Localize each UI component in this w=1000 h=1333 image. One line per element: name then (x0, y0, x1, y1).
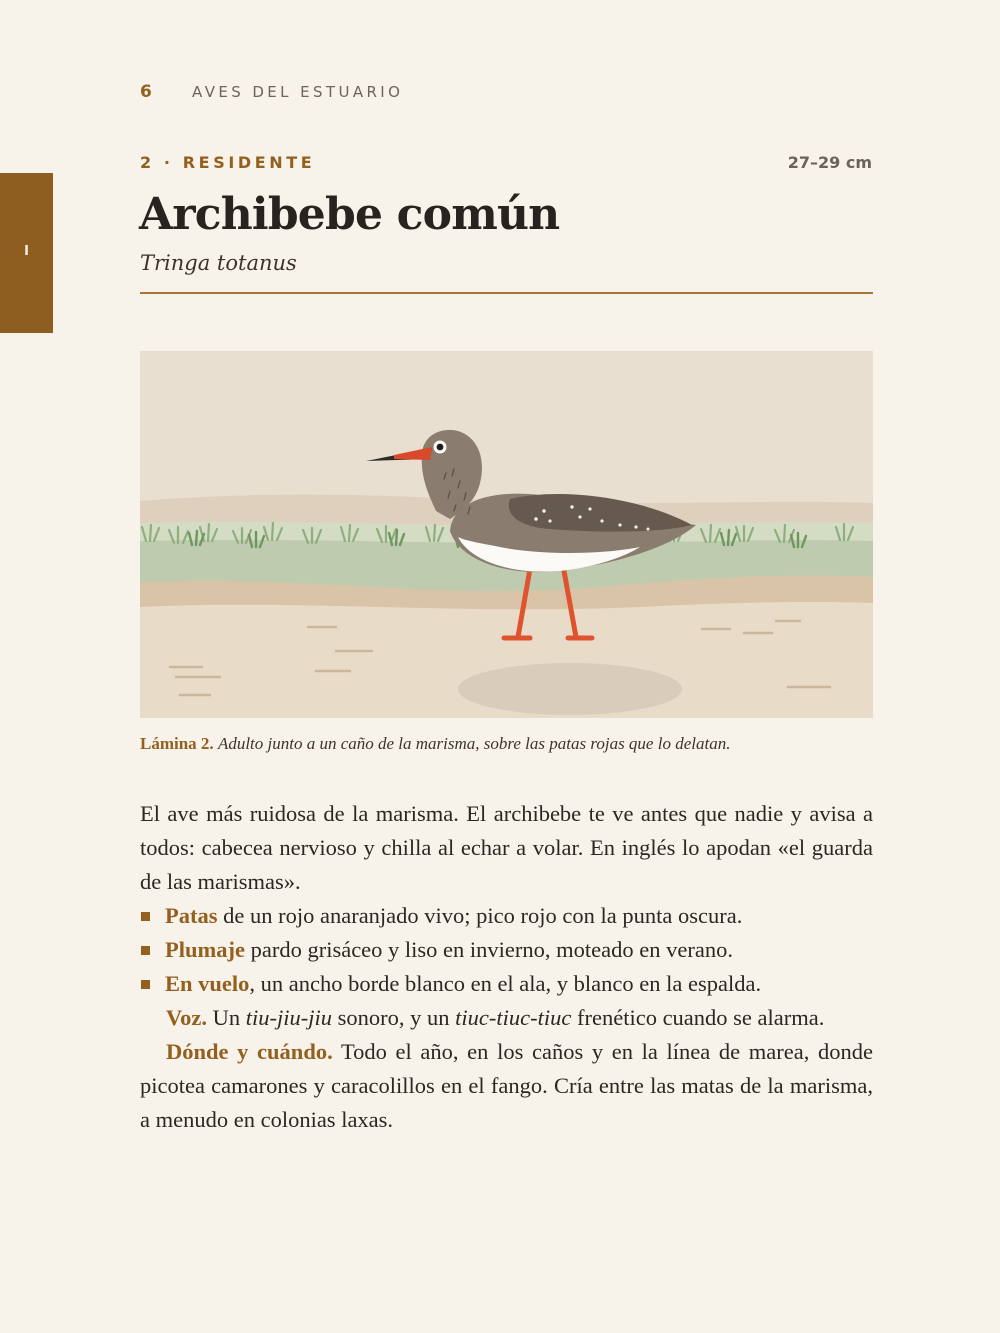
scientific-name: Tringa totanus (140, 251, 297, 275)
where-when-paragraph (140, 1035, 873, 1137)
bird-size: 27–29 cm (787, 153, 872, 172)
species-description (140, 797, 873, 1137)
where-when-text: Todo el año, en los caños y en la línea de marea, donde picotea camarones y caracolillos en el fango. Cría entre las matas de la marisma, a menudo en colonias laxas. (140, 1039, 873, 1132)
voice-call-2: tiuc-tiuc-tiuc (455, 1005, 572, 1030)
plate-caption (140, 734, 730, 754)
bird-eye (437, 444, 444, 451)
where-when-label: Dónde y cuándo. (166, 1039, 333, 1064)
list-item (140, 967, 873, 1001)
entry-kicker: 2 · RESIDENTE (140, 153, 316, 172)
voice-label: Voz. (166, 1005, 208, 1030)
voice-text: frenético cuando se alarma. (571, 1005, 825, 1030)
redshank-illustration (140, 351, 873, 718)
feature-text: , un ancho borde blanco en el ala, y blanco en la espalda. (249, 971, 762, 996)
voice-call-1: tiu-jiu-jiu (245, 1005, 333, 1030)
feature-text: de un rojo anaranjado vivo; pico rojo con la punta oscura. (217, 903, 743, 928)
thumb-tab-label: I (24, 243, 29, 259)
feature-keyword: Plumaje (165, 937, 245, 962)
voice-text: Un (207, 1005, 246, 1030)
bird-reflection (458, 663, 682, 715)
square-bullet-icon (141, 980, 150, 989)
list-item (140, 933, 873, 967)
book-title: AVES DEL ESTUARIO (192, 83, 404, 101)
caption-label: Lámina 2. (140, 734, 214, 753)
page-title: Archibebe común (139, 189, 560, 240)
running-head (140, 80, 403, 104)
list-item (140, 899, 873, 933)
page-number: 6 (140, 82, 152, 102)
square-bullet-icon (141, 912, 150, 921)
feature-text: pardo grisáceo y liso en invierno, moteado en verano. (244, 937, 733, 962)
caption-text: Adulto junto a un caño de la marisma, sobre las patas rojas que lo delatan. (217, 734, 731, 753)
square-bullet-icon (141, 946, 150, 955)
feature-keyword: En vuelo (165, 971, 250, 996)
illustration-plate (140, 351, 873, 718)
feature-keyword: Patas (165, 903, 218, 928)
voice-text: sonoro, y un (332, 1005, 456, 1030)
intro-paragraph: El ave más ruidosa de la marisma. El archibebe te ve antes que nadie y avisa a todos: cabecea nervioso y chilla al echar a volar. En inglés lo apodan «el guarda de las marismas». (140, 801, 873, 894)
title-rule (140, 292, 873, 294)
voice-paragraph (140, 1001, 873, 1035)
thumb-tab (0, 173, 53, 333)
feature-list (140, 899, 873, 1001)
